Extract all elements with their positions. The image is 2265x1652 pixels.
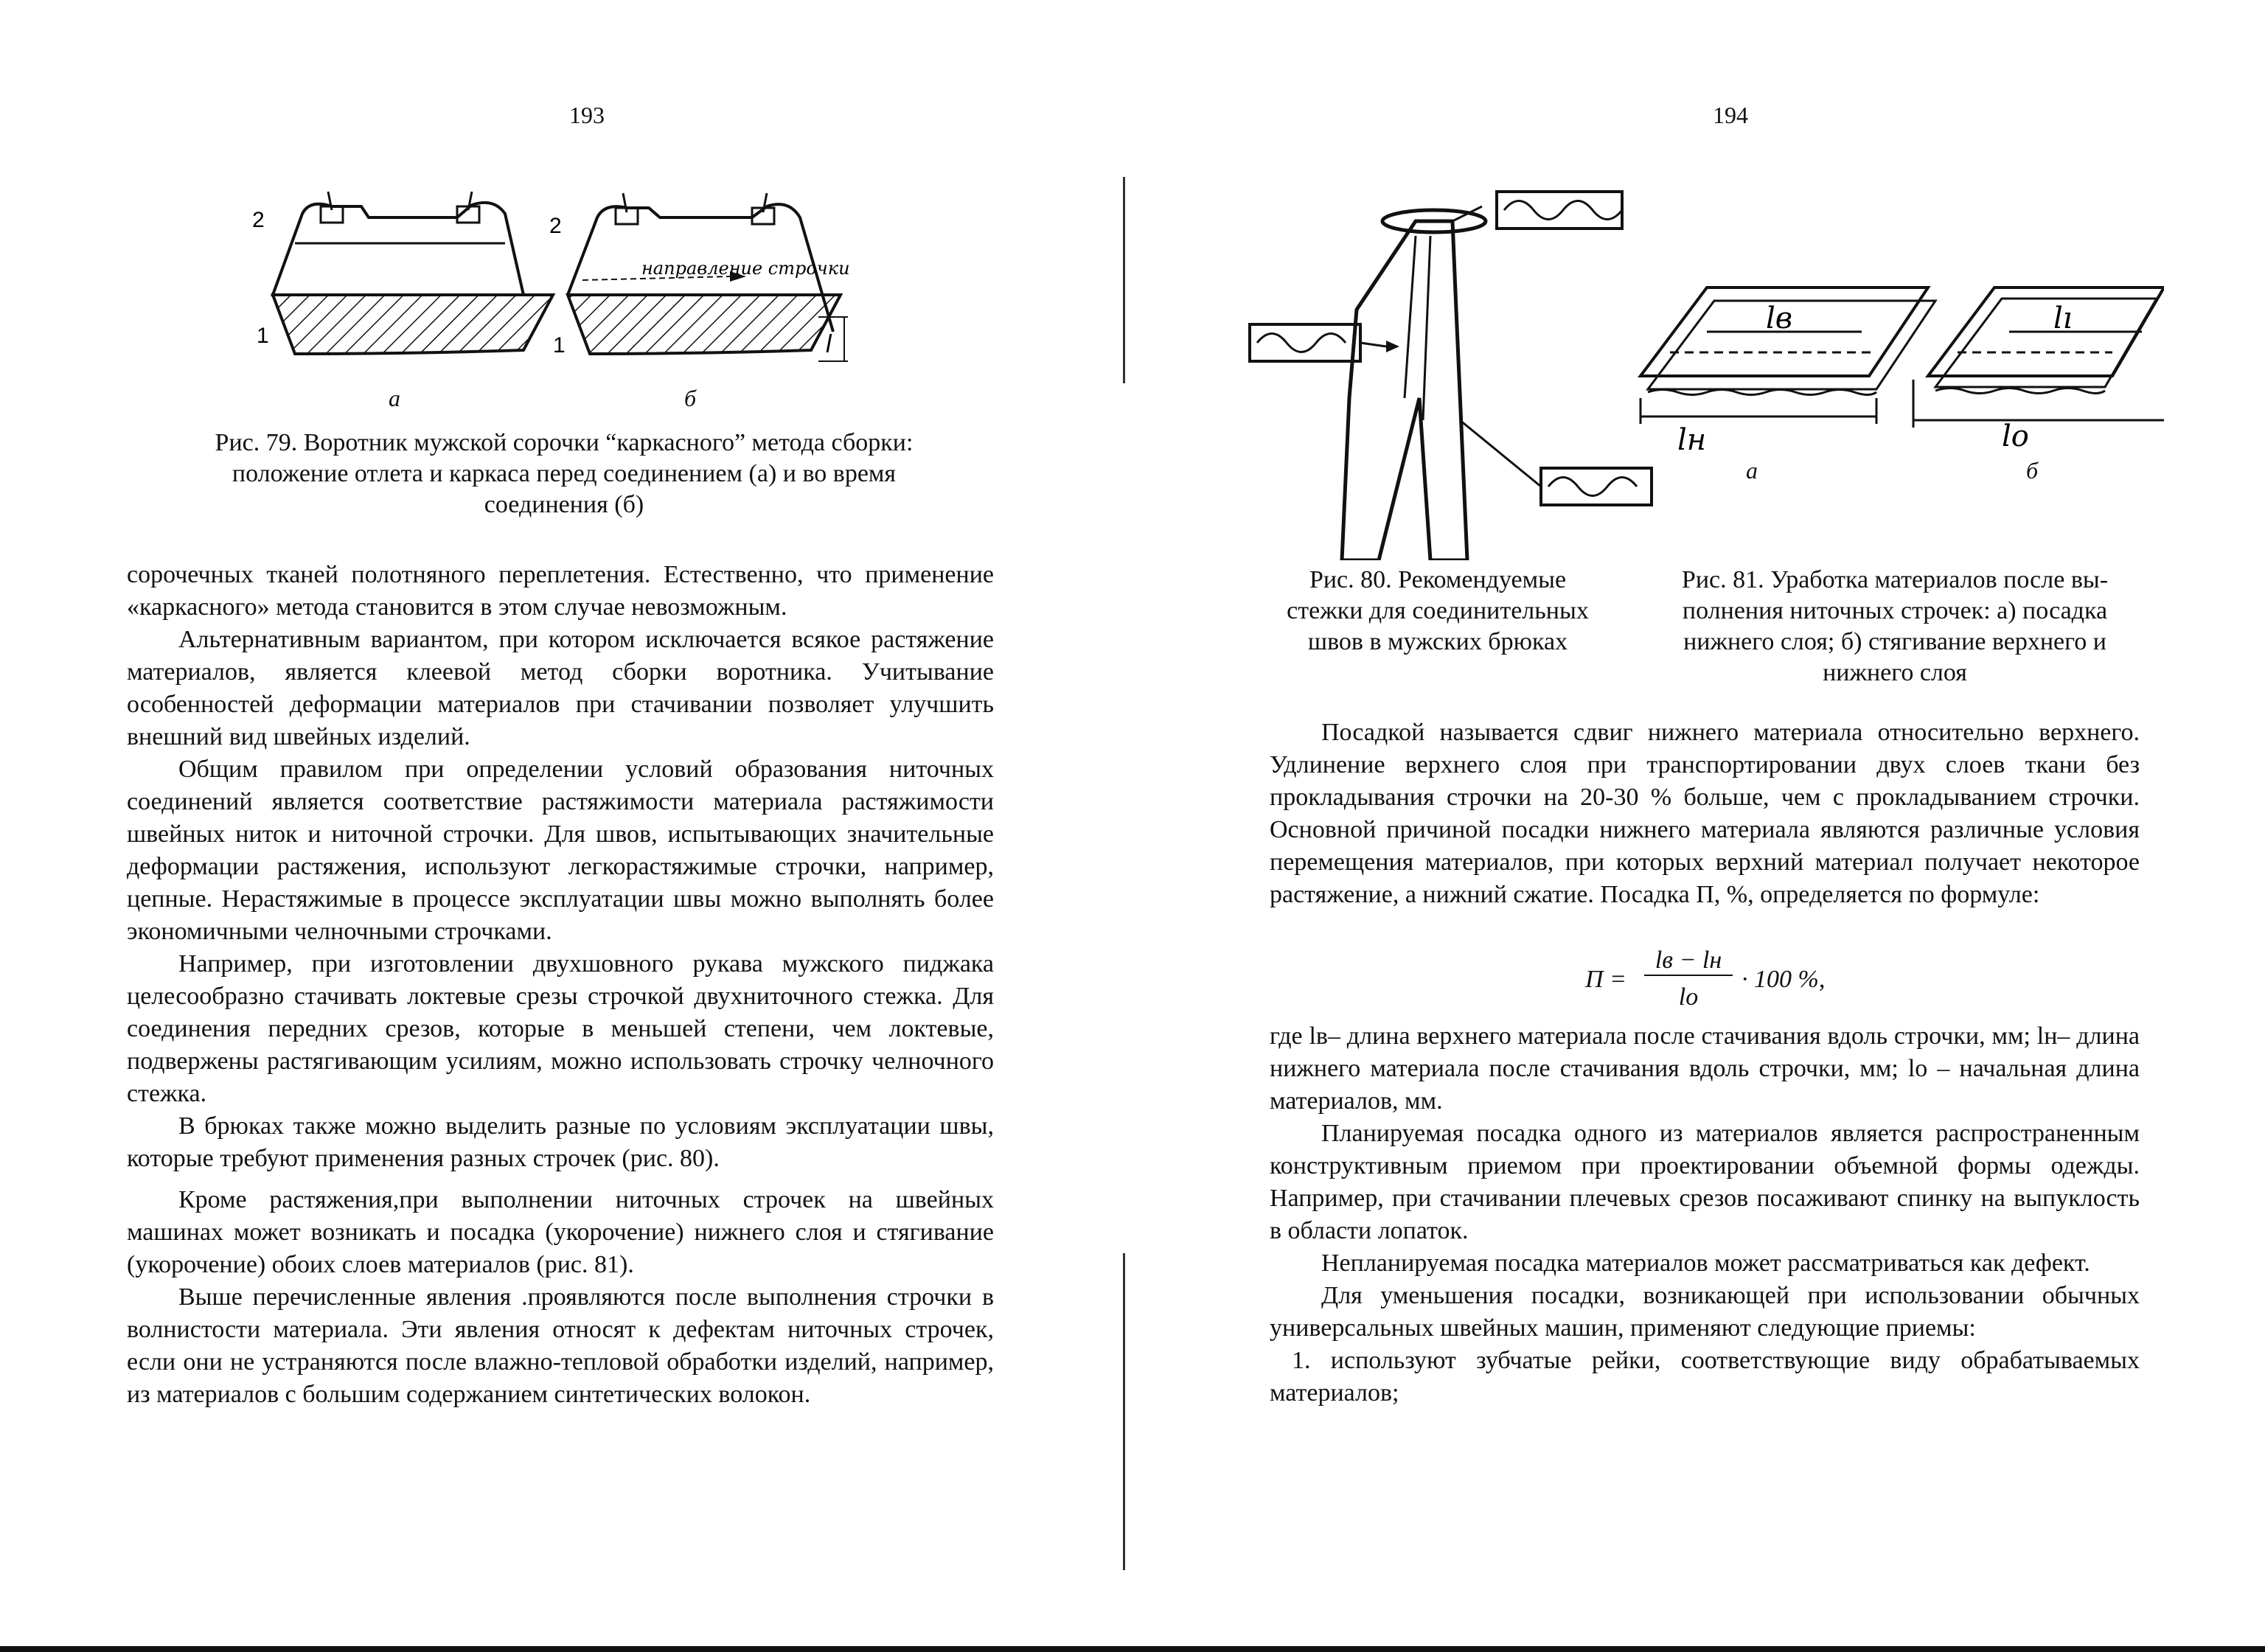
fig79-num-2b: 2: [549, 214, 562, 238]
caption-80-line: стежки для соединительных: [1287, 597, 1589, 624]
fig79-arrow-text: направление строчки: [641, 258, 850, 279]
right-page-body-top: [1270, 717, 2140, 911]
right-page-body-bottom: [1270, 1020, 2140, 1409]
formula-denominator: lo: [1678, 983, 1699, 1011]
fig79-num-2a: 2: [252, 208, 265, 232]
fig81-label-b: б: [2026, 457, 2039, 484]
paragraph: Выше перечисленные явления .проявляются после выполнения строчки в волнистости материала. Эти явления относят к дефектам ниточных строчек, если они не устраняются после влажно-тепловой обработки изделий, например, из материалов с большим содержанием синтетических волокон.: [127, 1283, 994, 1408]
paragraph: Непланируемая посадка материалов может рассматриваться как дефект.: [1321, 1250, 2090, 1277]
caption-81-line: Рис. 81. Уработка материалов после вы-: [1681, 566, 2109, 593]
paragraph: Кроме растяжения,при выполнении ниточных строчек на швейных машинах может возникать и посадка (укорочение) нижнего слоя и стягивание (укорочение) обоих слоев материалов (рис. 81).: [127, 1186, 994, 1278]
fig79-label-b: б: [684, 385, 697, 411]
figure-80-trousers-diagram: [1246, 177, 1659, 560]
gutter-line-bottom: [1123, 1253, 1125, 1570]
caption-79-line: Рис. 79. Воротник мужской сорочки “каркасного” метода сборки:: [215, 429, 914, 456]
fig81-ln: lн: [1677, 423, 1707, 450]
figure-79-collar-diagram: [251, 184, 863, 376]
caption-81-line: полнения ниточных строчек: а) посадка: [1682, 597, 2108, 624]
formula-lhs: П =: [1585, 966, 1626, 993]
fig81-lv: lв: [1766, 302, 1793, 335]
paragraph: Например, при изготовлении двухшовного рукава мужского пиджака целесообразно стачивать локтевые срезы строчкой двухниточного стежка. Для соединения передних срезов, которые в меньшей степени, чем локтевые, подвержены растягивающим усилиям, можно использовать строчку челночного стежка.: [127, 950, 994, 1107]
fig81-lo: lo: [2002, 419, 2029, 450]
paragraph: Планируемая посадка одного из материалов является распространенным конструктивным приемом при проектировании объемной формы одежды. Например, при стачивании плечевых срезов посаживают спинку на выпуклость в области лопаток.: [1270, 1120, 2140, 1244]
page-number-left: 193: [569, 102, 605, 128]
caption-figure-80: [1268, 565, 1607, 658]
caption-81-line: нижнего слоя: [1823, 659, 1967, 686]
paragraph: Альтернативным вариантом, при котором исключается всякое растяжение материалов, является клеевой метод сборки воротника. Учитывание особенностей деформации материалов при стачивании позволяет улучшить внешний вид швейных изделий.: [127, 626, 994, 750]
paragraph: сорочечных тканей полотняного переплетения. Естественно, что применение «каркасного» метода становится в этом случае невозможным.: [127, 561, 994, 621]
caption-80-line: швов в мужских брюках: [1307, 628, 1568, 655]
fig79-num-1a: 1: [257, 324, 269, 348]
caption-79-line: положение отлета и каркаса перед соединением (а) и во время: [232, 460, 897, 487]
paragraph: Для уменьшения посадки, возникающей при использовании обычных универсальных швейных машин, применяют следующие приемы:: [1270, 1282, 2140, 1342]
fig81-l1: lı: [2053, 302, 2073, 335]
formula-rhs: · 100 %,: [1742, 966, 1826, 993]
caption-figure-81: [1641, 565, 2149, 689]
caption-80-line: Рис. 80. Рекомендуемые: [1309, 566, 1567, 593]
paragraph: где lв– длина верхнего материала после стачивания вдоль строчки, мм; lн– длина нижнего материала после стачивания вдоль строчки, мм; lo – начальная длина материалов, мм.: [1270, 1022, 2140, 1115]
scan-edge-bar: [0, 1646, 2265, 1652]
caption-79-line: соединения (б): [484, 491, 644, 518]
caption-81-line: нижнего слоя; б) стягивание верхнего и: [1683, 628, 2106, 655]
figure-81-layers-diagram: [1633, 265, 2164, 450]
caption-figure-79: [140, 428, 988, 520]
formula-numerator: lв − lн: [1644, 947, 1733, 976]
left-page-body: [127, 559, 994, 1411]
fig81-label-a: а: [1746, 457, 1758, 484]
page-number-right: 194: [1713, 102, 1748, 128]
paragraph: В брюках также можно выделить разные по условиям эксплуатации швы, которые требуют применения разных строчек (рис. 80).: [127, 1112, 994, 1172]
fig79-num-1b: 1: [553, 333, 566, 358]
formula: [1585, 947, 1880, 1017]
fig79-letter-l: l: [826, 330, 832, 358]
paragraph: Посадкой называется сдвиг нижнего материала относительно верхнего. Удлинение верхнего слоя при транспортировании двух слоев ткани без прокладывания строчки на 20-30 % больше, чем с прокладыванием строчки. Основной причиной посадки нижнего материала являются различные условия перемещения материалов, при которых верхний материал получает некоторое растяжение, а нижний сжатие. Посадка П, %, определяется по формуле:: [1270, 719, 2140, 908]
paragraph: 1. используют зубчатые рейки, соответствующие виду обрабатываемых материалов;: [1270, 1347, 2140, 1407]
paragraph: Общим правилом при определении условий образования ниточных соединений является соответствие растяжимости материала растяжимости швейных ниток и ниточной строчки. Для швов, испытывающих значительные деформации растяжения, используют легкорастяжимые строчки, например, цепные. Нерастяжимые в процессе эксплуатации швы можно выполнять более экономичными челночными строчками.: [127, 756, 994, 945]
gutter-line-top: [1123, 177, 1125, 383]
fig79-label-a: а: [389, 385, 400, 411]
